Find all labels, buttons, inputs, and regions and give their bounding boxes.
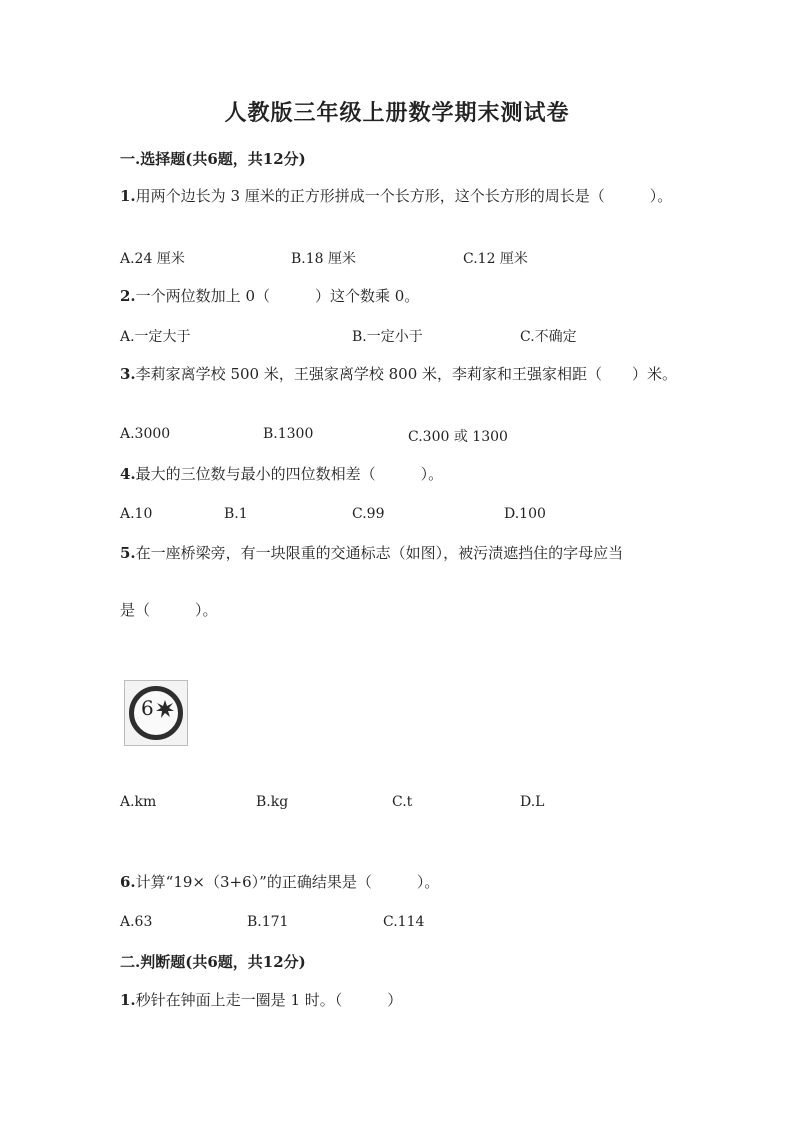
question-text: 在一座桥梁旁，有一块限重的交通标志（如图），被污渍遮挡住的字母应当 bbox=[135, 544, 624, 562]
option-a: A.63 bbox=[120, 914, 153, 930]
question-number: 4. bbox=[120, 465, 136, 483]
option-b: B.一定小于 bbox=[352, 329, 423, 345]
option-a: A.10 bbox=[120, 506, 153, 522]
question-text: 用两个边长为 3 厘米的正方形拼成一个长方形，这个长方形的周长是（ ）。 bbox=[135, 187, 673, 205]
section-heading-judgement: 二.判断题(共6题，共12分) bbox=[120, 953, 306, 971]
option-a: A.3000 bbox=[120, 426, 171, 442]
option-c: C.t bbox=[392, 794, 413, 810]
question-text: 最大的三位数与最小的四位数相差（ ）。 bbox=[135, 465, 444, 483]
question-text: 计算“19×（3+6）”的正确结果是（ ）。 bbox=[135, 873, 440, 891]
question-5 bbox=[120, 541, 700, 565]
option-d: D.100 bbox=[504, 506, 546, 522]
option-a: A.24 厘米 bbox=[120, 251, 185, 267]
judgement-question-1 bbox=[120, 988, 680, 1012]
option-b: B.18 厘米 bbox=[291, 251, 357, 267]
question-number: 3. bbox=[120, 365, 136, 383]
question-number: 2. bbox=[120, 287, 136, 305]
question-text: 秒针在钟面上走一圈是 1 时。（ ） bbox=[135, 991, 403, 1009]
question-5-continued: 是（ ）。 bbox=[120, 601, 218, 619]
option-c: C.99 bbox=[352, 506, 385, 522]
question-text: 一个两位数加上 0（ ）这个数乘 0。 bbox=[135, 287, 420, 305]
question-number: 6. bbox=[120, 873, 136, 891]
question-number: 1. bbox=[120, 187, 136, 205]
question-number: 1. bbox=[120, 991, 136, 1009]
option-a: A.km bbox=[120, 794, 157, 810]
option-c: C.300 或 1300 bbox=[408, 429, 508, 445]
option-c: C.114 bbox=[383, 914, 425, 930]
question-4 bbox=[120, 462, 680, 486]
option-a: A.一定大于 bbox=[120, 329, 191, 345]
question-text: 李莉家离学校 500 米，王强家离学校 800 米，李莉家和王强家相距（ ）米。 bbox=[135, 365, 678, 383]
question-number: 5. bbox=[120, 544, 136, 562]
question-6 bbox=[120, 870, 680, 894]
option-b: B.1300 bbox=[263, 426, 314, 442]
option-b: B.kg bbox=[256, 794, 289, 810]
page-title: 人教版三年级上册数学期末测试卷 bbox=[224, 100, 570, 126]
stain-icon bbox=[155, 699, 175, 719]
option-d: D.L bbox=[520, 794, 545, 810]
option-b: B.171 bbox=[247, 914, 289, 930]
question-1 bbox=[120, 184, 680, 208]
option-b: B.1 bbox=[224, 506, 248, 522]
option-c: C.不确定 bbox=[520, 329, 577, 345]
question-3 bbox=[120, 362, 680, 386]
option-c: C.12 厘米 bbox=[463, 251, 528, 267]
sign-number: 6 bbox=[141, 696, 154, 720]
traffic-sign-image bbox=[124, 680, 188, 746]
question-2 bbox=[120, 284, 680, 308]
section-heading-choice: 一.选择题(共6题，共12分) bbox=[120, 150, 306, 168]
